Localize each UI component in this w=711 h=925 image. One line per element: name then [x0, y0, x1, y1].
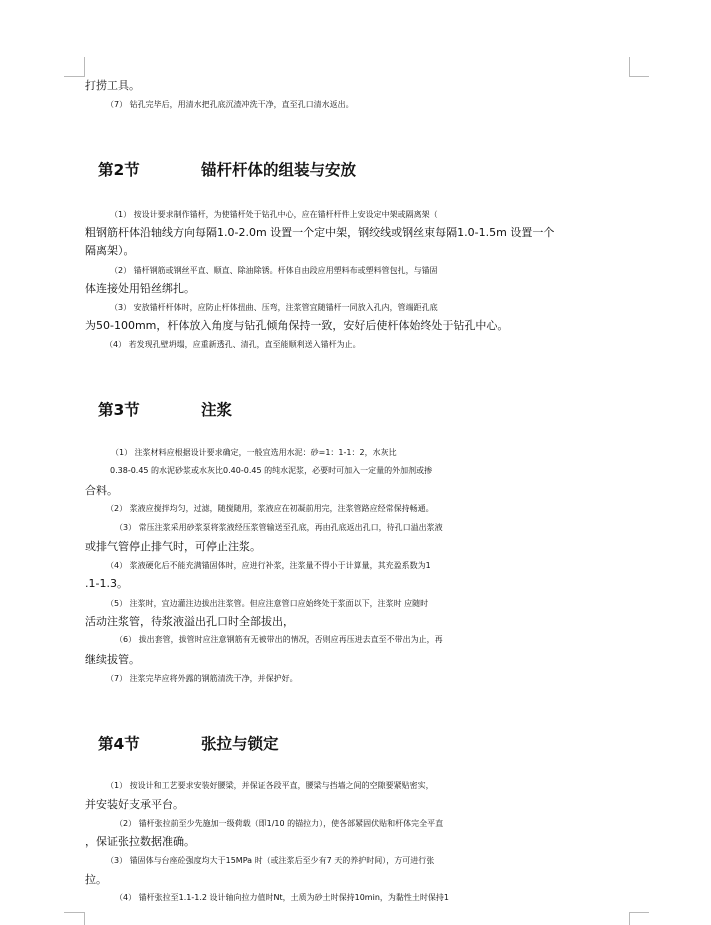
- crop-mark: [629, 57, 630, 77]
- paragraph-line: （7） 注浆完毕应将外露的钢筋清洗干净，并保护好。: [106, 674, 298, 683]
- crop-mark: [629, 912, 630, 925]
- section-title: 注浆: [201, 401, 233, 419]
- paragraph-line: （1） 按设计要求制作锚杆，为使锚杆处于钻孔中心，应在锚杆杆件上安设定中架或隔离架（: [110, 210, 438, 219]
- paragraph-line: 打捞工具。: [85, 79, 140, 92]
- crop-mark: [64, 76, 84, 77]
- paragraph-line: （3） 常压注浆采用砂浆泵将浆液经压浆管输送至孔底，再由孔底返出孔口，待孔口溢出浆液: [115, 523, 443, 532]
- crop-mark: [84, 57, 85, 77]
- paragraph-line: （3） 锚固体与台座砼强度均大于15MPa 时（或注浆后至少有7 天的养护时间），方可进行张: [106, 856, 435, 865]
- section-title: 锚杆杆体的组装与安放: [201, 161, 357, 179]
- paragraph-line: 活动注浆管，待浆液溢出孔口时全部拔出，: [85, 615, 294, 628]
- crop-mark: [629, 912, 649, 913]
- paragraph-line: 为50-100mm，杆体放入角度与钻孔倾角保持一致，安好后使杆体始终处于钻孔中心。: [85, 319, 509, 332]
- section-title: 张拉与锁定: [201, 735, 279, 753]
- section-number: 第2节: [98, 161, 140, 179]
- paragraph-line: 或排气管停止排气时，可停止注浆。: [85, 540, 261, 553]
- paragraph-line: 0.38-0.45 的水泥砂浆或水灰比0.40-0.45 的纯水泥浆，必要时可加入一定量的外加剂或掺: [110, 466, 433, 475]
- paragraph-line: 隔离架）。: [85, 244, 135, 257]
- paragraph-line: 体连接处用铅丝绑扎。: [85, 282, 195, 295]
- paragraph-line: 粗钢筋杆体沿轴线方向每隔1.0-2.0m 设置一个定中架，钢绞线或钢丝束每隔1.0-1.5m 设置一个: [85, 226, 555, 239]
- section-number: 第4节: [98, 735, 140, 753]
- paragraph-line: （3） 安放锚杆杆体时，应防止杆体扭曲、压弯，注浆管宜随锚杆一同放入孔内，管端距孔底: [110, 303, 438, 312]
- paragraph-line: （6） 拔出套管，拔管时应注意钢筋有无被带出的情况，否则应再压进去直至不带出为止，再: [115, 635, 443, 644]
- paragraph-line: ，保证张拉数据准确。: [85, 835, 195, 848]
- crop-mark: [64, 912, 84, 913]
- paragraph-line: （2） 锚杆钢筋或钢丝平直、顺直、除油除锈。杆体自由段应用塑料布或塑料管包扎，与锚固: [110, 266, 438, 275]
- paragraph-line: （1） 注浆材料应根据设计要求确定，一般宜选用水泥：砂=1：1-1：2，水灰比: [111, 448, 397, 457]
- section-heading: [98, 398, 233, 420]
- paragraph-line: （5） 注浆时，宜边灌注边拔出注浆管。但应注意管口应始终处于浆面以下，注浆时 应随时: [106, 599, 429, 608]
- crop-mark: [629, 76, 649, 77]
- paragraph-line: 并安装好支承平台。: [85, 798, 184, 811]
- paragraph-line: （4） 浆液硬化后不能充满锚固体时，应进行补浆，注浆量不得小于计算量，其充盈系数为1: [106, 561, 431, 570]
- paragraph-line: 合料。: [85, 484, 118, 497]
- paragraph-line: （7） 钻孔完毕后，用清水把孔底沉渣冲洗干净，直至孔口清水返出。: [106, 100, 354, 109]
- crop-mark: [84, 912, 85, 925]
- paragraph-line: （2） 浆液应搅拌均匀，过滤，随搅随用，浆液应在初凝前用完，注浆管路应经常保持畅通。: [106, 504, 434, 513]
- paragraph-line: （2） 锚杆张拉前至少先施加一级荷载（即1/10 的锚拉力），使各部紧固伏贴和杆体完全平直: [115, 819, 444, 828]
- section-heading: [98, 732, 279, 754]
- paragraph-line: .1-1.3。: [85, 577, 128, 590]
- section-number: 第3节: [98, 401, 140, 419]
- paragraph-line: （4） 若发现孔壁坍塌，应重新透孔、清孔，直至能顺利送入锚杆为止。: [105, 340, 361, 349]
- section-heading: [98, 158, 357, 180]
- paragraph-line: （4） 锚杆张拉至1.1-1.2 设计轴向拉力值时Nt，土质为砂土时保持10min，为黏性土时保持1: [115, 893, 449, 902]
- paragraph-line: 拉。: [85, 873, 107, 886]
- paragraph-line: 继续拔管。: [85, 653, 140, 666]
- paragraph-line: （1） 按设计和工艺要求安装好腰梁，并保证各段平直，腰梁与挡墙之间的空隙要紧贴密实，: [106, 781, 434, 790]
